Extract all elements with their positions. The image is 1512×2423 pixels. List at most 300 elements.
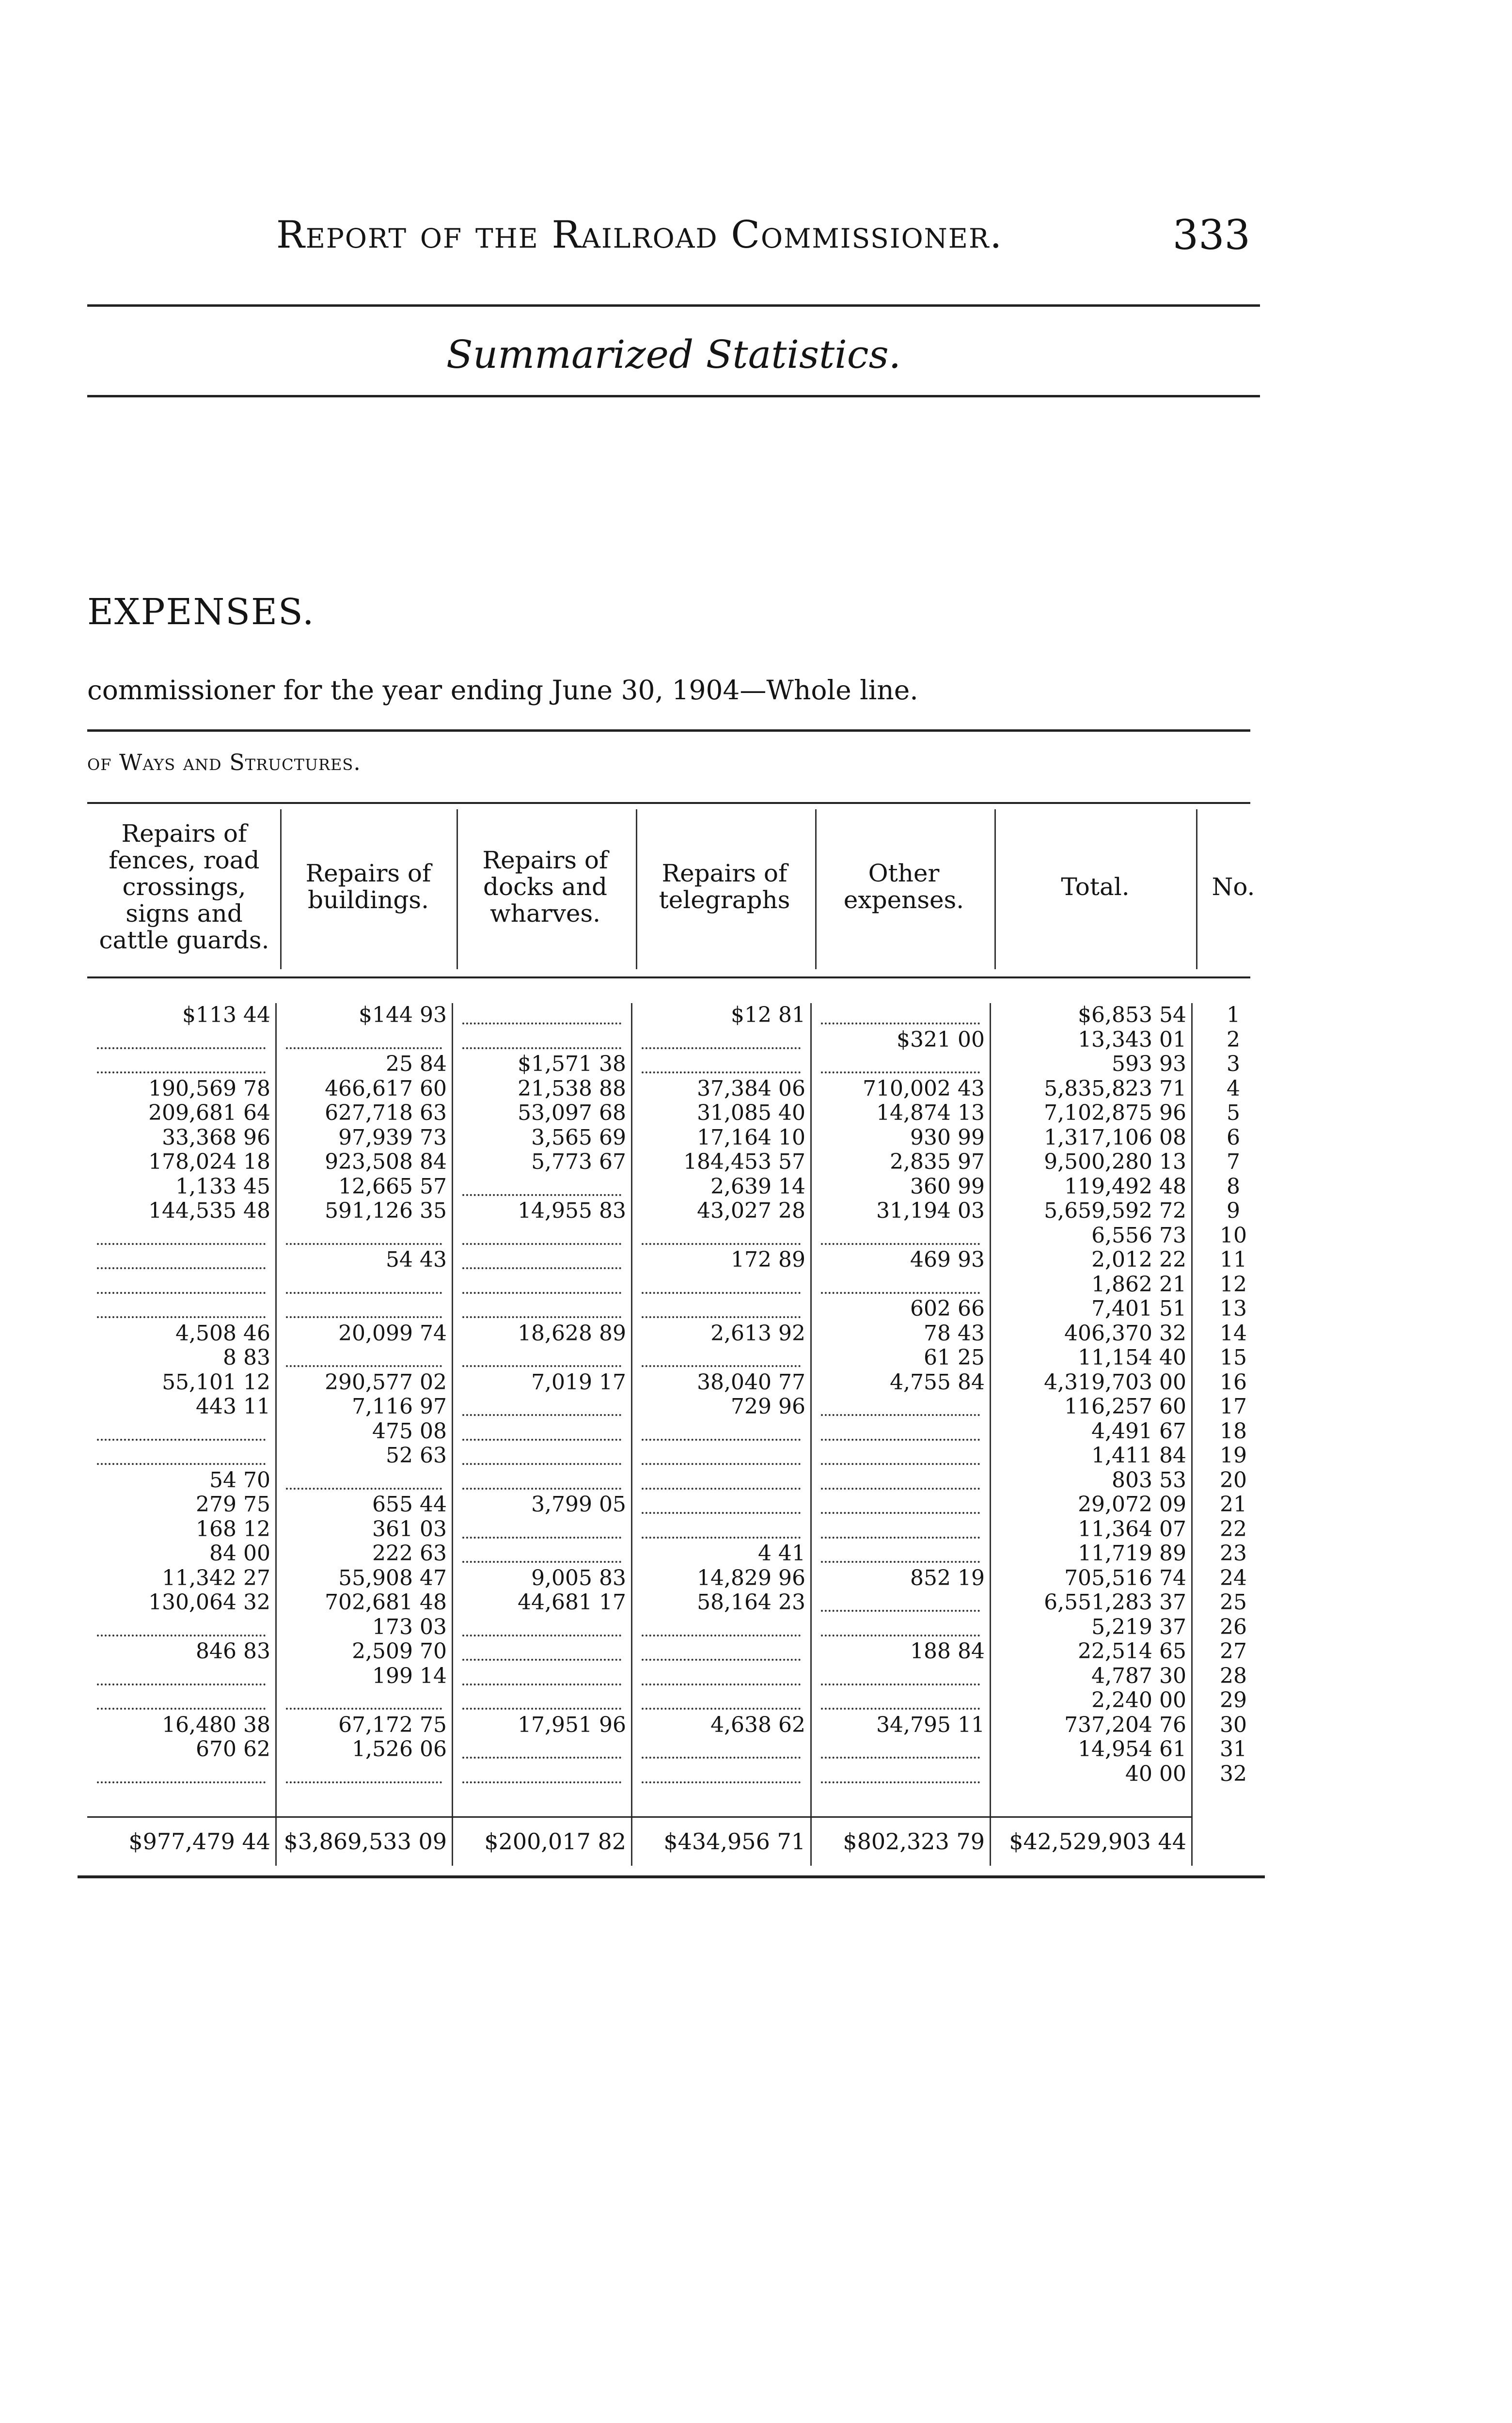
cell-telegraphs: 31,085 40 <box>697 1101 805 1125</box>
cell-buildings: 97,939 73 <box>338 1125 447 1150</box>
section-subtitle: of Ways and Structures. <box>87 749 361 775</box>
cell-buildings: 466,617 60 <box>325 1076 447 1101</box>
cell-buildings: 12,665 57 <box>338 1174 447 1199</box>
cell-docks <box>457 1737 626 1762</box>
cell-telegraphs <box>637 1615 805 1639</box>
col-header-docks: Repairs of docks and wharves. <box>482 846 608 928</box>
dot-leader <box>642 1635 801 1636</box>
subtitle: Summarized Statistics. <box>446 332 901 377</box>
cell-docks: 18,628 89 <box>518 1321 626 1346</box>
cell-buildings: 627,718 63 <box>325 1101 447 1125</box>
cell-telegraphs <box>637 1028 805 1052</box>
cell-fences <box>92 1028 270 1052</box>
dot-leader <box>97 1781 266 1783</box>
cell-total: 1,862 21 <box>1091 1272 1186 1297</box>
cell-total: 14,954 61 <box>1078 1737 1186 1762</box>
cell-total: 119,492 48 <box>1064 1174 1186 1199</box>
cell-fences: 846 83 <box>196 1639 270 1664</box>
cell-buildings: 67,172 75 <box>338 1713 447 1737</box>
cell-other: 61 25 <box>924 1346 985 1370</box>
row-number: 8 <box>1227 1174 1240 1199</box>
table-row <box>0 1322 1279 1346</box>
cell-buildings <box>281 1297 447 1321</box>
cell-fences: 144,535 48 <box>148 1199 270 1223</box>
dot-leader <box>462 1047 621 1049</box>
cell-fences <box>92 1273 270 1297</box>
cell-docks: 44,681 17 <box>518 1590 626 1615</box>
cell-telegraphs: 43,027 28 <box>697 1199 805 1223</box>
cell-telegraphs: 14,829 96 <box>697 1566 805 1590</box>
cell-fences: 11,342 27 <box>162 1566 270 1590</box>
cell-total: 5,835,823 71 <box>1044 1076 1186 1101</box>
cell-fences: 130,064 32 <box>148 1590 270 1615</box>
dot-leader <box>97 1463 266 1465</box>
cell-fences <box>92 1615 270 1639</box>
dot-leader <box>642 1365 801 1367</box>
cell-buildings: 290,577 02 <box>325 1370 447 1395</box>
dot-leader <box>462 1023 621 1024</box>
cell-telegraphs <box>637 1664 805 1688</box>
cell-buildings: 25 84 <box>386 1052 447 1076</box>
cell-docks: 3,799 05 <box>531 1493 626 1517</box>
cell-telegraphs <box>637 1224 805 1248</box>
dot-leader <box>821 1635 980 1636</box>
cell-telegraphs: 38,040 77 <box>697 1370 805 1395</box>
dot-leader <box>97 1292 266 1294</box>
cell-total: 1,317,106 08 <box>1044 1125 1186 1150</box>
cell-total: 7,401 51 <box>1091 1297 1186 1321</box>
cell-total: 11,719 89 <box>1078 1542 1186 1566</box>
table-row <box>0 1003 1279 1028</box>
row-number: 25 <box>1220 1590 1247 1615</box>
cell-total: 4,319,703 00 <box>1044 1370 1186 1395</box>
cell-buildings <box>281 1273 447 1297</box>
row-number: 6 <box>1227 1125 1240 1150</box>
cell-buildings: $144 93 <box>359 1003 447 1027</box>
dot-leader <box>642 1781 801 1783</box>
cell-fences: 33,368 96 <box>162 1125 270 1150</box>
dot-leader <box>821 1537 980 1539</box>
dot-leader <box>821 1684 980 1685</box>
dot-leader <box>462 1292 621 1294</box>
cell-buildings: 199 14 <box>372 1664 447 1688</box>
cell-telegraphs: 2,613 92 <box>710 1321 805 1346</box>
total-fences: $977,479 44 <box>128 1828 270 1855</box>
row-number: 3 <box>1227 1052 1240 1076</box>
cell-fences: 670 62 <box>196 1737 270 1762</box>
cell-other <box>816 1762 985 1786</box>
dot-leader <box>462 1365 621 1367</box>
cell-total: 2,012 22 <box>1091 1248 1186 1272</box>
dot-leader <box>821 1512 980 1514</box>
dot-leader <box>642 1708 801 1710</box>
dot-leader <box>286 1708 442 1710</box>
cell-total: 11,364 07 <box>1078 1517 1186 1542</box>
running-title: Report of the Railroad Commissioner. <box>276 213 1003 257</box>
table-row <box>0 1175 1279 1199</box>
dot-leader <box>97 1047 266 1049</box>
cell-total: 6,556 73 <box>1091 1223 1186 1248</box>
dot-leader <box>462 1684 621 1685</box>
cell-buildings: 7,116 97 <box>352 1395 447 1419</box>
cell-other <box>816 1273 985 1297</box>
dot-leader <box>821 1023 980 1024</box>
row-number: 13 <box>1220 1296 1247 1321</box>
dot-leader <box>97 1684 266 1685</box>
dot-leader <box>821 1708 980 1710</box>
dot-leader <box>97 1708 266 1710</box>
cell-total: 9,500,280 13 <box>1044 1150 1186 1174</box>
dot-leader <box>462 1659 621 1661</box>
total-telegraphs: $434,956 71 <box>663 1828 805 1855</box>
header-divider <box>457 809 458 969</box>
table-row <box>0 1737 1279 1762</box>
cell-fences: 4,508 46 <box>175 1321 270 1346</box>
dot-leader <box>286 1243 442 1245</box>
cell-docks <box>457 1419 626 1444</box>
cell-fences: 55,101 12 <box>162 1370 270 1395</box>
cell-buildings: 173 03 <box>372 1615 447 1639</box>
table-row <box>0 1664 1279 1689</box>
cell-fences: 443 11 <box>196 1395 270 1419</box>
cell-docks <box>457 1003 626 1027</box>
row-number: 5 <box>1227 1101 1240 1125</box>
cell-other: 852 19 <box>910 1566 985 1590</box>
row-number: 31 <box>1220 1737 1247 1762</box>
dot-leader <box>286 1292 442 1294</box>
cell-docks <box>457 1248 626 1272</box>
cell-docks <box>457 1639 626 1664</box>
dot-leader <box>642 1659 801 1661</box>
cell-other: 2,835 97 <box>890 1150 985 1174</box>
cell-docks <box>457 1468 626 1493</box>
col-header-buildings: Repairs of buildings. <box>305 859 431 914</box>
description-rule <box>87 729 1250 732</box>
row-number: 21 <box>1220 1492 1247 1517</box>
row-number: 7 <box>1227 1149 1240 1174</box>
dot-leader <box>286 1365 442 1367</box>
row-number: 15 <box>1220 1345 1247 1370</box>
row-number: 2 <box>1227 1027 1240 1052</box>
col-header-total: Total. <box>1061 872 1130 901</box>
cell-total: 803 53 <box>1112 1468 1186 1493</box>
cell-buildings: 1,526 06 <box>352 1737 447 1762</box>
table-row <box>0 1688 1279 1713</box>
row-number: 22 <box>1220 1516 1247 1542</box>
col-header-telegraphs: Repairs of telegraphs <box>659 859 790 914</box>
dot-leader <box>286 1488 442 1490</box>
cell-fences <box>92 1224 270 1248</box>
total-buildings: $3,869,533 09 <box>284 1828 447 1855</box>
table-row <box>0 1273 1279 1297</box>
cell-total: 116,257 60 <box>1064 1395 1186 1419</box>
cell-total: 7,102,875 96 <box>1044 1101 1186 1125</box>
table-row <box>0 1224 1279 1248</box>
cell-telegraphs <box>637 1762 805 1786</box>
cell-telegraphs: 4 41 <box>758 1542 805 1566</box>
cell-telegraphs <box>637 1639 805 1664</box>
table-row <box>0 1346 1279 1370</box>
table-row <box>0 1052 1279 1077</box>
cell-other <box>816 1737 985 1762</box>
cell-total: 13,343 01 <box>1078 1027 1186 1052</box>
cell-telegraphs <box>637 1297 805 1321</box>
cell-docks <box>457 1273 626 1297</box>
cell-telegraphs: 729 96 <box>731 1395 805 1419</box>
cell-docks <box>457 1395 626 1419</box>
row-number: 18 <box>1220 1418 1247 1444</box>
cell-docks: 5,773 67 <box>531 1150 626 1174</box>
dot-leader <box>462 1757 621 1759</box>
cell-fences: 8 83 <box>223 1346 270 1370</box>
cell-total: $6,853 54 <box>1078 1003 1186 1027</box>
cell-other <box>816 1688 985 1713</box>
cell-fences: 209,681 64 <box>148 1101 270 1125</box>
cell-telegraphs <box>637 1346 805 1370</box>
cell-docks: 3,565 69 <box>531 1125 626 1150</box>
header-divider <box>636 809 637 969</box>
dot-leader <box>642 1316 801 1318</box>
cell-telegraphs <box>637 1737 805 1762</box>
cell-buildings <box>281 1224 447 1248</box>
cell-buildings: 55,908 47 <box>338 1566 447 1590</box>
cell-total: 4,491 67 <box>1091 1419 1186 1444</box>
cell-other <box>816 1003 985 1027</box>
cell-telegraphs: 172 89 <box>731 1248 805 1272</box>
dot-leader <box>821 1463 980 1465</box>
dot-leader <box>286 1781 442 1783</box>
dot-leader <box>642 1512 801 1514</box>
cell-fences <box>92 1052 270 1076</box>
row-number: 14 <box>1220 1321 1247 1346</box>
table-row <box>0 1639 1279 1664</box>
dot-leader <box>462 1194 621 1196</box>
header-divider <box>280 809 282 969</box>
dot-leader <box>642 1439 801 1441</box>
table-row <box>0 1590 1279 1615</box>
cell-fences: 16,480 38 <box>162 1713 270 1737</box>
cell-other <box>816 1542 985 1566</box>
cell-fences: 84 00 <box>209 1542 270 1566</box>
cell-buildings <box>281 1468 447 1493</box>
cell-other <box>816 1615 985 1639</box>
table-row <box>0 1101 1279 1126</box>
cell-docks <box>457 1517 626 1542</box>
cell-other: 710,002 43 <box>863 1076 985 1101</box>
dot-leader <box>642 1537 801 1539</box>
cell-telegraphs: 2,639 14 <box>710 1174 805 1199</box>
dot-leader <box>642 1757 801 1759</box>
cell-docks <box>457 1664 626 1688</box>
cell-fences <box>92 1444 270 1468</box>
cell-total: 29,072 09 <box>1078 1493 1186 1517</box>
dot-leader <box>462 1243 621 1245</box>
cell-telegraphs <box>637 1273 805 1297</box>
cell-other: 930 99 <box>910 1125 985 1150</box>
row-number: 4 <box>1227 1076 1240 1101</box>
total-docks: $200,017 82 <box>484 1828 626 1855</box>
row-number: 23 <box>1220 1541 1247 1566</box>
cell-other <box>816 1493 985 1517</box>
cell-other <box>816 1444 985 1468</box>
table-row <box>0 1028 1279 1053</box>
table-row <box>0 1762 1279 1787</box>
col-header-fences: Repairs of fences, road crossings, signs and cattle guards. <box>99 819 269 954</box>
cell-fences <box>92 1762 270 1786</box>
table-row <box>0 1248 1279 1273</box>
dot-leader <box>462 1708 621 1710</box>
table-row <box>0 1395 1279 1419</box>
cell-total: 11,154 40 <box>1078 1346 1186 1370</box>
cell-fences <box>92 1419 270 1444</box>
cell-buildings: 52 63 <box>386 1444 447 1468</box>
row-number: 26 <box>1220 1614 1247 1639</box>
table-top-rule <box>87 802 1250 804</box>
table-row <box>0 1468 1279 1493</box>
row-number: 30 <box>1220 1712 1247 1737</box>
cell-docks <box>457 1297 626 1321</box>
row-number: 1 <box>1227 1003 1240 1027</box>
cell-total: 2,240 00 <box>1091 1688 1186 1713</box>
page-number: 333 <box>1172 211 1250 259</box>
cell-total: 1,411 84 <box>1091 1444 1186 1468</box>
cell-fences <box>92 1688 270 1713</box>
cell-buildings: 2,509 70 <box>352 1639 447 1664</box>
cell-telegraphs <box>637 1493 805 1517</box>
row-number: 32 <box>1220 1761 1247 1786</box>
cell-buildings <box>281 1028 447 1052</box>
cell-telegraphs <box>637 1052 805 1076</box>
row-number: 11 <box>1220 1247 1247 1272</box>
cell-buildings: 361 03 <box>372 1517 447 1542</box>
cell-fences: 54 70 <box>209 1468 270 1493</box>
dot-leader <box>462 1267 621 1269</box>
dot-leader <box>642 1292 801 1294</box>
cell-other: 602 66 <box>910 1297 985 1321</box>
dot-leader <box>286 1047 442 1049</box>
row-number: 28 <box>1220 1663 1247 1688</box>
dot-leader <box>642 1684 801 1685</box>
cell-docks <box>457 1028 626 1052</box>
dot-leader <box>821 1488 980 1490</box>
cell-fences: 1,133 45 <box>175 1174 270 1199</box>
dot-leader <box>462 1316 621 1318</box>
table-row <box>0 1444 1279 1468</box>
cell-telegraphs: 4,638 62 <box>710 1713 805 1737</box>
dot-leader <box>821 1243 980 1245</box>
cell-buildings <box>281 1346 447 1370</box>
cell-buildings: 655 44 <box>372 1493 447 1517</box>
row-number: 17 <box>1220 1394 1247 1419</box>
row-number: 29 <box>1220 1688 1247 1713</box>
cell-telegraphs: $12 81 <box>731 1003 805 1027</box>
cell-docks: 53,097 68 <box>518 1101 626 1125</box>
cell-other <box>816 1395 985 1419</box>
cell-telegraphs: 58,164 23 <box>697 1590 805 1615</box>
dot-leader <box>642 1047 801 1049</box>
cell-telegraphs: 37,384 06 <box>697 1076 805 1101</box>
row-number: 10 <box>1220 1223 1247 1248</box>
cell-other: 4,755 84 <box>890 1370 985 1395</box>
table-row <box>0 1419 1279 1444</box>
row-number: 20 <box>1220 1467 1247 1493</box>
cell-buildings: 475 08 <box>372 1419 447 1444</box>
header-bottom-rule <box>87 976 1250 978</box>
table-row <box>0 1566 1279 1591</box>
table-row <box>0 1126 1279 1150</box>
cell-total: 593 93 <box>1112 1052 1186 1076</box>
cell-buildings: 54 43 <box>386 1248 447 1272</box>
cell-fences: 168 12 <box>196 1517 270 1542</box>
dot-leader <box>642 1071 801 1073</box>
cell-docks: 17,951 96 <box>518 1713 626 1737</box>
dot-leader <box>462 1439 621 1441</box>
cell-total: 406,370 32 <box>1064 1321 1186 1346</box>
cell-other <box>816 1052 985 1076</box>
dot-leader <box>821 1414 980 1416</box>
total-total: $42,529,903 44 <box>1009 1828 1186 1855</box>
dot-leader <box>462 1414 621 1416</box>
dot-leader <box>642 1488 801 1490</box>
header-divider <box>815 809 817 969</box>
cell-docks <box>457 1688 626 1713</box>
table-row <box>0 1713 1279 1738</box>
cell-telegraphs: 184,453 57 <box>683 1150 805 1174</box>
cell-fences: 279 75 <box>196 1493 270 1517</box>
row-number: 12 <box>1220 1272 1247 1297</box>
dot-leader <box>462 1537 621 1539</box>
header-rule <box>87 304 1260 307</box>
table-row <box>0 1297 1279 1322</box>
cell-docks <box>457 1542 626 1566</box>
cell-buildings: 923,508 84 <box>325 1150 447 1174</box>
dot-leader <box>462 1488 621 1490</box>
header-divider <box>1196 809 1197 969</box>
dot-leader <box>97 1243 266 1245</box>
cell-buildings: 702,681 48 <box>325 1590 447 1615</box>
cell-buildings: 20,099 74 <box>338 1321 447 1346</box>
cell-fences <box>92 1248 270 1272</box>
cell-buildings: 591,126 35 <box>325 1199 447 1223</box>
row-number: 16 <box>1220 1369 1247 1395</box>
cell-telegraphs <box>637 1419 805 1444</box>
description: commissioner for the year ending June 30, 1904—Whole line. <box>87 675 918 706</box>
dot-leader <box>642 1243 801 1245</box>
table-row <box>0 1517 1279 1542</box>
subtitle-rule <box>87 395 1260 397</box>
table-row <box>0 1199 1279 1224</box>
table-bottom-rule <box>78 1875 1265 1878</box>
dot-leader <box>821 1610 980 1612</box>
cell-other: 34,795 11 <box>876 1713 985 1737</box>
cell-other <box>816 1468 985 1493</box>
cell-fences: $113 44 <box>182 1003 270 1027</box>
cell-docks: $1,571 38 <box>518 1052 626 1076</box>
dot-leader <box>821 1561 980 1563</box>
cell-telegraphs <box>637 1444 805 1468</box>
cell-other: 31,194 03 <box>876 1199 985 1223</box>
dot-leader <box>821 1292 980 1294</box>
row-number: 9 <box>1227 1198 1240 1223</box>
cell-other: 188 84 <box>910 1639 985 1664</box>
row-number: 27 <box>1220 1639 1247 1664</box>
cell-other: 469 93 <box>910 1248 985 1272</box>
dot-leader <box>821 1757 980 1759</box>
cell-fences: 178,024 18 <box>148 1150 270 1174</box>
cell-total: 737,204 76 <box>1064 1713 1186 1737</box>
dot-leader <box>462 1635 621 1636</box>
cell-buildings: 222 63 <box>372 1542 447 1566</box>
